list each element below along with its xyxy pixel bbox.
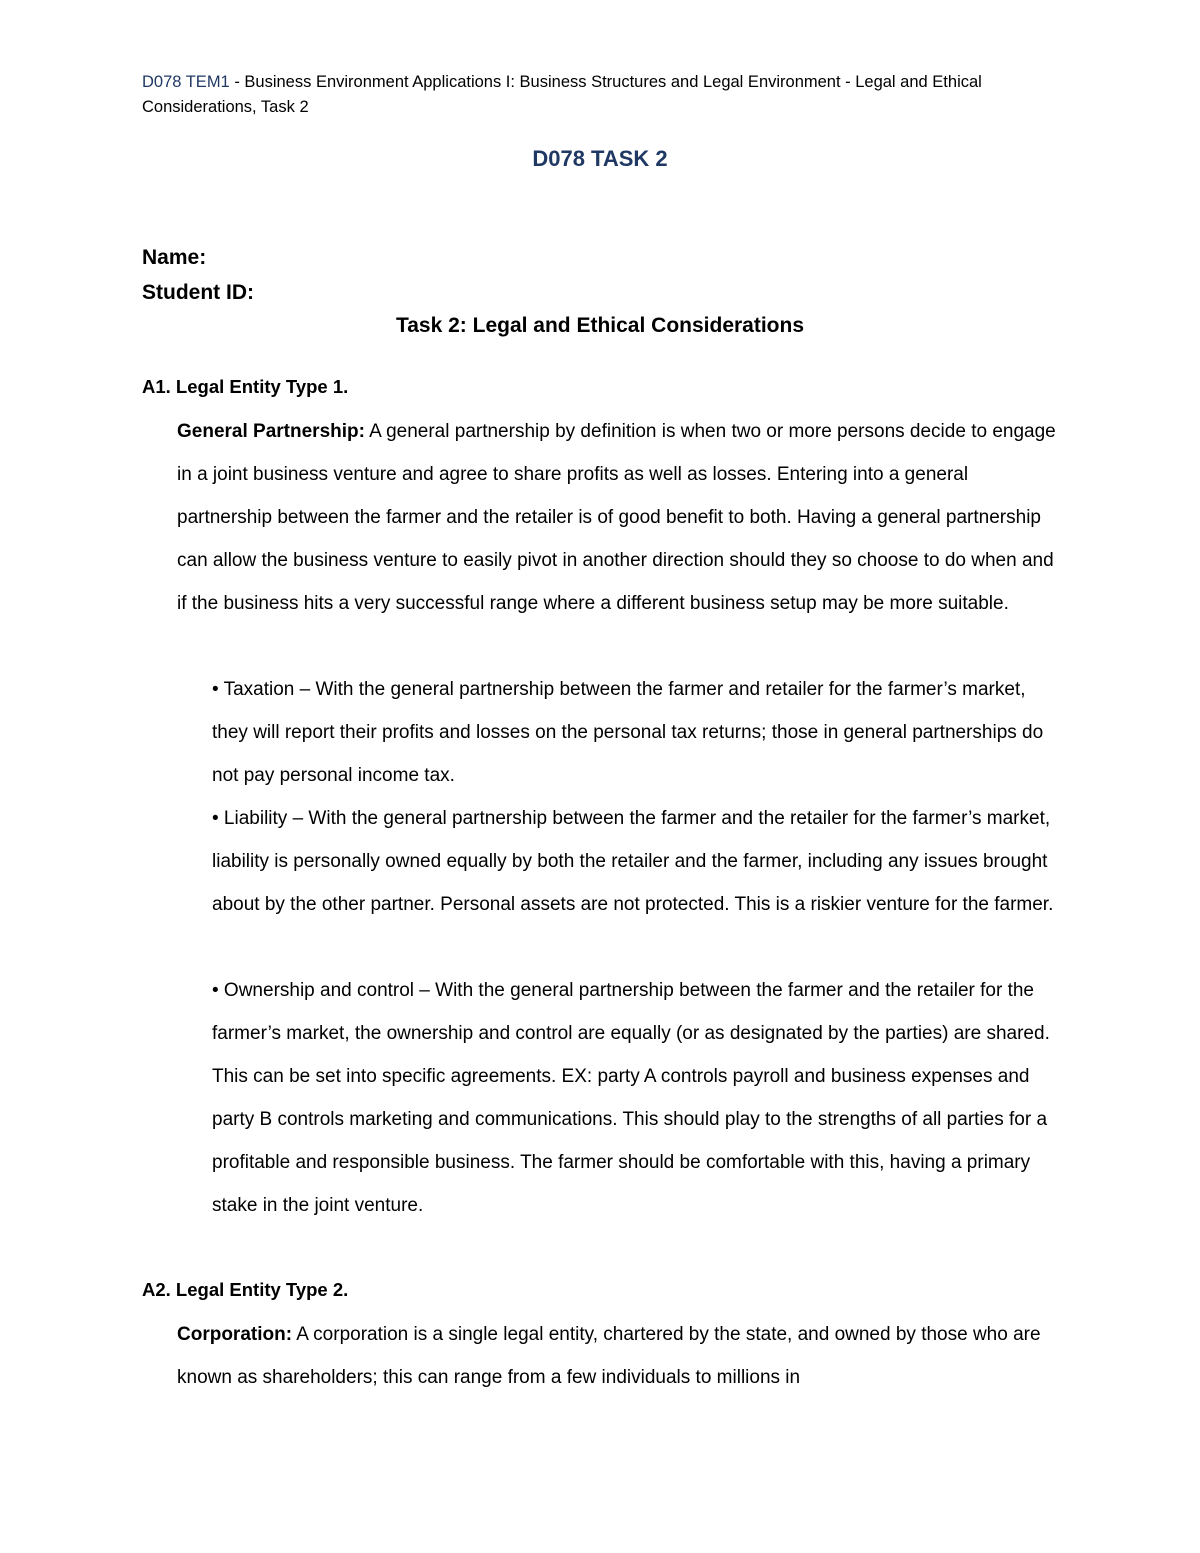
section-a2-body: A corporation is a single legal entity, chartered by the state, and owned by those who are known as shareholders; this can range from a few individuals to millions in	[177, 1324, 1041, 1388]
page-header	[142, 70, 1062, 120]
task-heading: Task 2: Legal and Ethical Considerations	[395, 314, 805, 337]
section-a1-paragraph	[177, 410, 1057, 625]
document-title: D078 TASK 2	[532, 146, 668, 171]
header-description: - Business Environment Applications I: Business Structures and Legal Environment - Legal and Ethical Considerations, Task 2	[142, 73, 982, 116]
course-code: D078 TEM1	[142, 73, 230, 91]
name-label: Name:	[142, 246, 207, 269]
bullet-ownership-control: • Ownership and control – With the general partnership between the farmer and the retailer for the farmer’s market, the ownership and control are equally (or as designated by the parties) are shared. This can be set into specific agreements. EX: party A controls payroll and business expenses and party B controls marketing and communications. This should play to the strengths of all parties for a profitable and responsible business. The farmer should be comfortable with this, having a primary stake in the joint venture.	[212, 980, 1050, 1216]
section-a1-body: A general partnership by definition is when two or more persons decide to engage in a joint business venture and agree to share profits as well as losses. Entering into a general partnership between the farmer and the retailer is of good benefit to both. Having a general partnership can allow the business venture to easily pivot in another direction should they so choose to do when and if the business hits a very successful range where a different business setup may be more suitable.	[177, 421, 1056, 614]
bullet-taxation: • Taxation – With the general partnership between the farmer and retailer for the farmer’s market, they will report their profits and losses on the personal tax returns; those in general partnerships do not pay personal income tax.	[212, 679, 1044, 786]
bullet-liability: • Liability – With the general partnership between the farmer and the retailer for the farmer’s market, liability is personally owned equally by both the retailer and the farmer, including any issues brought about by the other partner. Personal assets are not protected. This is a riskier venture for the farmer.	[212, 808, 1054, 915]
section-a2-paragraph	[177, 1313, 1057, 1399]
section-a1-heading: A1. Legal Entity Type 1.	[142, 376, 349, 397]
section-a2-term: Corporation:	[177, 1324, 293, 1345]
student-id-label: Student ID:	[142, 281, 254, 304]
section-a1-term: General Partnership:	[177, 421, 365, 442]
section-a2-heading: A2. Legal Entity Type 2.	[142, 1279, 349, 1300]
